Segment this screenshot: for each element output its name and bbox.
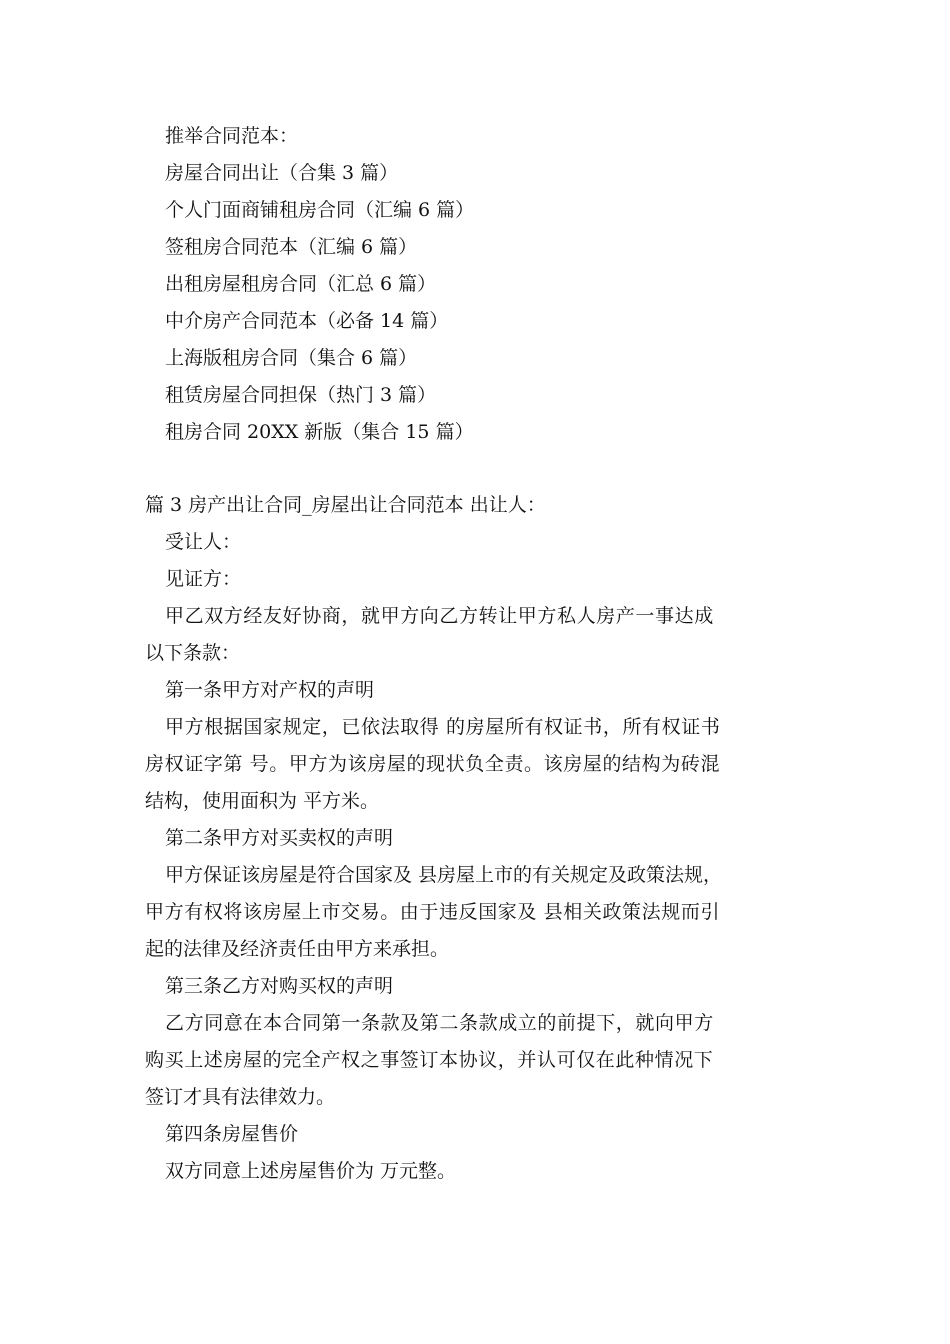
clause-1-text: 甲方根据国家规定，已依法取得 的房屋所有权证书，所有权证书 (165, 716, 721, 738)
article-title: 篇 3 房产出让合同_房屋出让合同范本 出让人： (145, 494, 546, 516)
clause-1-text: 房权证字第 号。甲方为该房屋的现状负全责。该房屋的结构为砖混 (145, 753, 721, 775)
recommend-item[interactable]: 上海版租房合同（集合 6 篇） (165, 347, 418, 369)
intro-paragraph: 甲乙双方经友好协商，就甲方向乙方转让甲方私人房产一事达成 (165, 605, 714, 627)
clause-3-text: 乙方同意在本合同第一条款及第二条款成立的前提下，就向甲方 (165, 1012, 714, 1034)
recommend-item[interactable]: 租赁房屋合同担保（热门 3 篇） (165, 384, 437, 406)
contract-body (145, 487, 810, 1190)
clause-3-text: 签订才具有法律效力。 (145, 1086, 336, 1108)
intro-paragraph-cont: 以下条款： (145, 642, 241, 664)
clause-4-title: 第四条房屋售价 (165, 1123, 299, 1145)
clause-3-text: 购买上述房屋的完全产权之事签订本协议，并认可仅在此种情况下 (145, 1049, 714, 1071)
clause-2-text: 甲方有权将该房屋上市交易。由于违反国家及 县相关政策法规而引 (145, 901, 721, 923)
recommended-contracts (165, 118, 474, 451)
clause-2-text: 甲方保证该房屋是符合国家及 县房屋上市的有关规定及政策法规， (165, 864, 723, 886)
witness-label: 见证方： (165, 568, 242, 590)
clause-3-title: 第三条乙方对购买权的声明 (165, 975, 394, 997)
clause-1-text: 结构，使用面积为 平方米。 (145, 790, 380, 812)
clause-1-title: 第一条甲方对产权的声明 (165, 679, 375, 701)
transferee-label: 受让人： (165, 531, 242, 553)
recommend-item[interactable]: 签租房合同范本（汇编 6 篇） (165, 236, 418, 258)
clause-2-title: 第二条甲方对买卖权的声明 (165, 827, 394, 849)
recommend-item[interactable]: 租房合同 20XX 新版（集合 15 篇） (165, 421, 474, 443)
recommend-item[interactable]: 房屋合同出让（合集 3 篇） (165, 162, 399, 184)
recommend-heading: 推举合同范本： (165, 125, 299, 147)
recommend-item[interactable]: 中介房产合同范本（必备 14 篇） (165, 310, 449, 332)
recommend-item[interactable]: 出租房屋租房合同（汇总 6 篇） (165, 273, 437, 295)
recommend-item[interactable]: 个人门面商铺租房合同（汇编 6 篇） (165, 199, 475, 221)
clause-4-text: 双方同意上述房屋售价为 万元整。 (165, 1160, 457, 1182)
clause-2-text: 起的法律及经济责任由甲方来承担。 (145, 938, 450, 960)
